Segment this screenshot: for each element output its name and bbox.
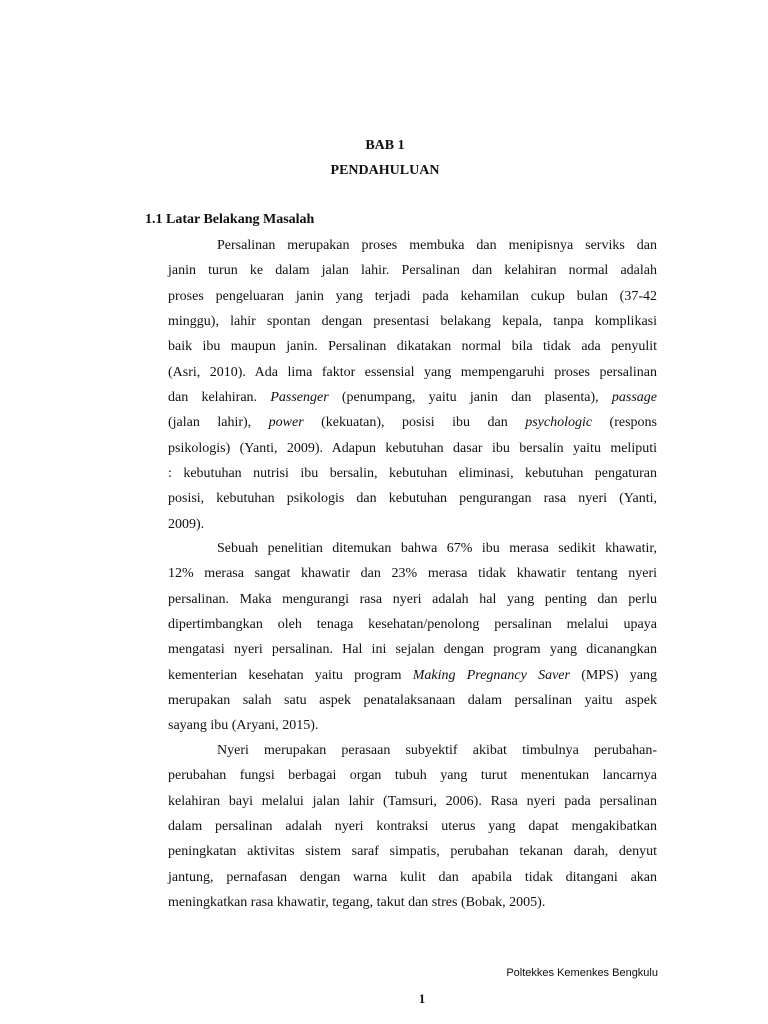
paragraph-1-line <box>168 364 657 382</box>
text-run: dipertimbangkan oleh tenaga kesehatan/penolong persalinan melalui upaya <box>168 616 657 632</box>
text-run: minggu), lahir spontan dengan presentasi belakang kepala, tanpa komplikasi <box>168 313 657 329</box>
text-run: (jalan lahir), <box>168 415 269 431</box>
paragraph-2-line <box>168 616 657 634</box>
paragraph-3-line <box>168 767 657 785</box>
text-run: persalinan. Maka mengurangi rasa nyeri adalah hal yang penting dan perlu <box>168 591 657 607</box>
text-run: dalam persalinan adalah nyeri kontraksi uterus yang dapat mengakibatkan <box>168 818 657 834</box>
text-run: Sebuah penelitian ditemukan bahwa 67% ibu merasa sedikit khawatir, <box>217 541 657 556</box>
italic-term: Passenger <box>270 389 329 405</box>
text-run: Persalinan merupakan proses membuka dan menipisnya serviks dan <box>217 238 657 253</box>
text-run: psikologis) (Yanti, 2009). Adapun kebutuhan dasar ibu bersalin yaitu meliputi <box>168 440 657 456</box>
paragraph-3-line <box>168 793 657 811</box>
text-run: : kebutuhan nutrisi ibu bersalin, kebutuhan eliminasi, kebutuhan pengaturan <box>168 465 657 481</box>
chapter-title: PENDAHULUAN <box>330 163 440 178</box>
text-run: janin turun ke dalam jalan lahir. Persalinan dan kelahiran normal adalah <box>168 263 657 279</box>
paragraph-1-line <box>168 440 657 458</box>
text-run: meningkatkan rasa khawatir, tegang, takut dan stres (Bobak, 2005). <box>168 894 546 910</box>
text-run: dan kelahiran. <box>168 389 271 405</box>
text-run: 2009). <box>168 516 205 532</box>
paragraph-2-line <box>217 540 657 558</box>
page-number: 1 <box>418 991 426 1006</box>
paragraph-1-line <box>168 465 657 483</box>
paragraph-2-line <box>168 717 657 735</box>
paragraph-1-line <box>168 262 657 280</box>
text-run: posisi, kebutuhan psikologis dan kebutuhan pengurangan rasa nyeri (Yanti, <box>168 491 657 507</box>
text-run: sayang ibu (Aryani, 2015). <box>168 718 319 734</box>
text-run: (Asri, 2010). Ada lima faktor essensial yang mempengaruhi proses persalinan <box>168 364 657 380</box>
paragraph-1-line <box>168 414 657 432</box>
paragraph-1-line <box>168 516 657 534</box>
italic-term: psychologic <box>525 415 593 431</box>
chapter-label: BAB 1 <box>365 138 405 153</box>
footer-institution: Poltekkes Kemenkes Bengkulu <box>506 967 658 979</box>
text-run: peningkatan aktivitas sistem saraf simpatis, perubahan tekanan darah, denyut <box>168 844 657 860</box>
paragraph-3-line <box>168 818 657 836</box>
text-run: merupakan salah satu aspek penatalaksanaan dalam persalinan yaitu aspek <box>168 692 657 708</box>
text-run: baik ibu maupun janin. Persalinan dikatakan normal bila tidak ada penyulit <box>168 339 657 355</box>
paragraph-3-line <box>168 894 657 912</box>
paragraph-1-line <box>217 237 657 255</box>
italic-term: Making Pregnancy Saver <box>412 667 570 683</box>
text-run: (penumpang, yaitu janin dan plasenta), <box>328 389 612 405</box>
paragraph-1-line <box>168 288 657 306</box>
text-run: proses pengeluaran janin yang terjadi pada kehamilan cukup bulan (37-42 <box>168 288 657 304</box>
paragraph-3-line <box>168 869 657 887</box>
text-run: perubahan fungsi berbagai organ tubuh yang turut menentukan lancarnya <box>168 768 657 784</box>
italic-term: power <box>268 415 304 431</box>
paragraph-1-line <box>168 338 657 356</box>
italic-term: passage <box>611 389 657 405</box>
paragraph-2-line <box>168 692 657 710</box>
paragraph-1-line <box>168 490 657 508</box>
text-run: jantung, pernafasan dengan warna kulit dan apabila tidak ditangani akan <box>168 869 657 885</box>
section-heading: 1.1 Latar Belakang Masalah <box>145 212 315 227</box>
text-run: (MPS) yang <box>569 667 657 683</box>
text-run: kelahiran bayi melalui jalan lahir (Tamsuri, 2006). Rasa nyeri pada persalinan <box>168 793 657 809</box>
paragraph-2-line <box>168 641 657 659</box>
paragraph-1-line <box>168 313 657 331</box>
paragraph-2-line <box>168 591 657 609</box>
text-run: mengatasi nyeri persalinan. Hal ini sejalan dengan program yang dicanangkan <box>168 642 657 658</box>
text-run: (respons <box>592 415 657 431</box>
paragraph-2-line <box>168 667 657 685</box>
text-run: (kekuatan), posisi ibu dan <box>303 415 526 431</box>
text-run: 12% merasa sangat khawatir dan 23% merasa tidak khawatir tentang nyeri <box>168 566 657 582</box>
paragraph-3-line <box>217 742 657 760</box>
text-run: Nyeri merupakan perasaan subyektif akibat timbulnya perubahan- <box>217 743 657 758</box>
text-run: kementerian kesehatan yaitu program <box>168 667 413 683</box>
paragraph-1-line <box>168 389 657 407</box>
paragraph-3-line <box>168 843 657 861</box>
paragraph-2-line <box>168 565 657 583</box>
